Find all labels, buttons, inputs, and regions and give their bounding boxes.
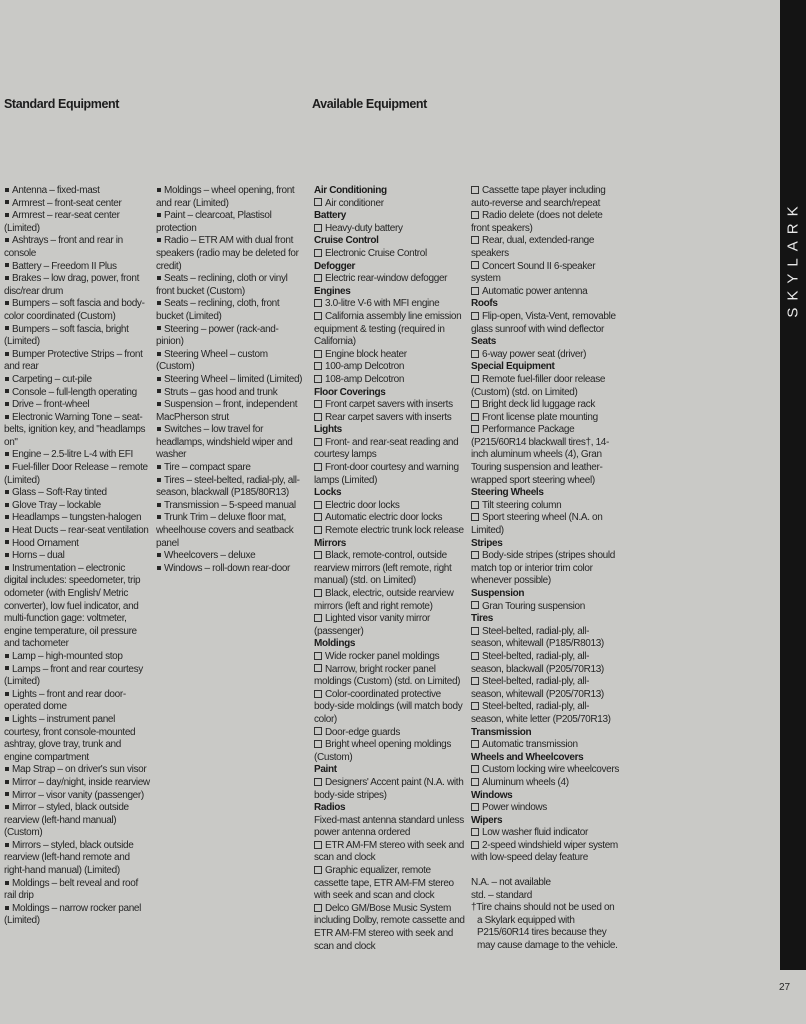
standard-equipment-item: Map Strap – on driver's sun visor <box>4 764 150 777</box>
footnote-na: N.A. – not available <box>471 877 551 889</box>
standard-equipment-item: Antenna – fixed-mast <box>4 185 150 198</box>
standard-equipment-item: Instrumentation – electronic digital includes: speedometer, trip odometer (with English/ Metric converter), low fuel indicator, and multi-function gage: voltmeter, engine temperature, oil pressure and tachometer <box>4 563 150 651</box>
option-item: 108-amp Delcotron <box>314 374 466 387</box>
standard-equipment-item: Tire – compact spare <box>156 462 304 475</box>
equipment-category-heading: Moldings <box>314 638 356 650</box>
standard-equipment-item: Steering Wheel – limited (Limited) <box>156 374 304 387</box>
standard-equipment-item: Carpeting – cut-pile <box>4 374 150 387</box>
equipment-category-heading: Windows <box>471 789 513 801</box>
standard-equipment-item: Brakes – low drag, power, front disc/rear drum <box>4 273 150 298</box>
equipment-category-heading: Wheels and Wheelcovers <box>471 751 584 763</box>
standard-equipment-item: Moldings – belt reveal and roof rail drip <box>4 878 150 903</box>
option-item: Body-side stripes (stripes should match top or interior trim color whenever possible) <box>471 550 621 588</box>
equipment-category-heading: Engines <box>314 285 351 297</box>
option-item: 3.0-litre V-6 with MFI engine <box>314 298 466 311</box>
standard-equipment-item: Console – full-length operating <box>4 387 150 400</box>
option-item: Gran Touring suspension <box>471 601 621 614</box>
standard-equipment-item: Transmission – 5-speed manual <box>156 500 304 513</box>
option-item: Automatic electric door locks <box>314 512 466 525</box>
equipment-category-heading: Mirrors <box>314 537 347 549</box>
standard-equipment-item: Mirror – styled, black outside rearview (left-hand manual) (Custom) <box>4 802 150 840</box>
standard-equipment-item: Headlamps – tungsten-halogen <box>4 512 150 525</box>
standard-equipment-item: Lights – front and rear door-operated dome <box>4 689 150 714</box>
standard-equipment-item: Moldings – wheel opening, front and rear (Limited) <box>156 185 304 210</box>
standard-equipment-item: Battery – Freedom II Plus <box>4 261 150 274</box>
option-item: Front license plate mounting <box>471 412 621 425</box>
option-item: Door-edge guards <box>314 727 466 740</box>
standard-equipment-item: Electronic Warning Tone – seat-belts, ignition key, and "headlamps on" <box>4 412 150 450</box>
equipment-category-heading: Seats <box>471 336 496 348</box>
option-item: Automatic power antenna <box>471 286 621 299</box>
standard-equipment-item: Seats – reclining, cloth, front bucket (Limited) <box>156 298 304 323</box>
option-item: Engine block heater <box>314 349 466 362</box>
footnote-tire-chains: †Tire chains should not be used on a Skylark equipped with P215/60R14 tires because they may cause damage to the vehicle. <box>471 902 618 952</box>
option-note: Fixed-mast antenna standard unless power antenna ordered <box>314 814 464 839</box>
available-equipment-heading: Available Equipment <box>312 97 427 111</box>
standard-equipment-item: Mirror – visor vanity (passenger) <box>4 790 150 803</box>
equipment-category-heading: Wipers <box>471 814 503 826</box>
standard-equipment-item: Engine – 2.5-litre L-4 with EFI <box>4 449 150 462</box>
option-item: Sport steering wheel (N.A. on Limited) <box>471 512 621 537</box>
equipment-category-heading: Cruise Control <box>314 235 379 247</box>
standard-equipment-item: Horns – dual <box>4 550 150 563</box>
standard-equipment-item: Armrest – rear-seat center (Limited) <box>4 210 150 235</box>
option-item: Rear carpet savers with inserts <box>314 412 466 425</box>
standard-equipment-item: Lamps – front and rear courtesy (Limited) <box>4 664 150 689</box>
standard-equipment-item: Tires – steel-belted, radial-ply, all-season, blackwall (P185/80R13) <box>156 475 304 500</box>
standard-equipment-item: Moldings – narrow rocker panel (Limited) <box>4 903 150 928</box>
option-item: 6-way power seat (driver) <box>471 349 621 362</box>
standard-equipment-item: Drive – front-wheel <box>4 399 150 412</box>
option-item: Front-door courtesy and warning lamps (Limited) <box>314 462 466 487</box>
option-item: Heavy-duty battery <box>314 223 466 236</box>
standard-equipment-item: Lights – instrument panel courtesy, front console-mounted ashtray, glove tray, trunk and engine compartment <box>4 714 150 764</box>
standard-equipment-item: Struts – gas hood and trunk <box>156 387 304 400</box>
equipment-category-heading: Special Equipment <box>471 361 555 373</box>
equipment-category-heading: Lights <box>314 424 342 436</box>
standard-equipment-item: Steering – power (rack-and-pinion) <box>156 324 304 349</box>
standard-equipment-item: Paint – clearcoat, Plastisol protection <box>156 210 304 235</box>
brand-sidebar <box>780 0 806 970</box>
option-item: Designers' Accent paint (N.A. with body-side stripes) <box>314 777 466 802</box>
standard-equipment-heading: Standard Equipment <box>4 97 120 111</box>
equipment-category-heading: Roofs <box>471 298 498 310</box>
standard-equipment-item: Bumper Protective Strips – front and rear <box>4 349 150 374</box>
equipment-category-heading: Transmission <box>471 726 532 738</box>
option-item: Air conditioner <box>314 198 466 211</box>
option-item: Narrow, bright rocker panel moldings (Custom) (std. on Limited) <box>314 664 466 689</box>
brand-name: SKYLARK <box>784 199 802 318</box>
equipment-category-heading: Floor Coverings <box>314 386 386 398</box>
equipment-category-heading: Tires <box>471 613 493 625</box>
option-item: Front carpet savers with inserts <box>314 399 466 412</box>
footnote-std: std. – standard <box>471 889 532 901</box>
option-item: Cassette tape player including auto-reverse and search/repeat <box>471 185 621 210</box>
option-item: Flip-open, Vista-Vent, removable glass sunroof with wind deflector <box>471 311 621 336</box>
equipment-category-heading: Battery <box>314 210 347 222</box>
option-item: Tilt steering column <box>471 500 621 513</box>
standard-equipment-item: Radio – ETR AM with dual front speakers (radio may be deleted for credit) <box>156 235 304 273</box>
equipment-category-heading: Steering Wheels <box>471 487 544 499</box>
option-item: Bright deck lid luggage rack <box>471 399 621 412</box>
option-item: Remote fuel-filler door release (Custom) (std. on Limited) <box>471 374 621 399</box>
standard-equipment-item: Hood Ornament <box>4 538 150 551</box>
option-item: Wide rocker panel moldings <box>314 651 466 664</box>
standard-equipment-item: Trunk Trim – deluxe floor mat, wheelhouse covers and seatback panel <box>156 512 304 550</box>
equipment-category-heading: Paint <box>314 764 337 776</box>
option-item: Color-coordinated protective body-side moldings (will match body color) <box>314 689 466 727</box>
option-item: Custom locking wire wheelcovers <box>471 764 621 777</box>
option-item: Steel-belted, radial-ply, all-season, whitewall (P205/70R13) <box>471 676 621 701</box>
option-item: Delco GM/Bose Music System including Dolby, remote cassette and ETR AM-FM stereo with seek and scan and clock <box>314 902 465 952</box>
equipment-category-heading: Stripes <box>471 537 503 549</box>
option-item: Black, remote-control, outside rearview mirrors (left remote, right manual) (std. on Limited) <box>314 550 466 588</box>
option-item: Automatic transmission <box>471 739 621 752</box>
standard-equipment-item: Bumpers – soft fascia and body-color coordinated (Custom) <box>4 298 150 323</box>
standard-equipment-item: Ashtrays – front and rear in console <box>4 235 150 260</box>
standard-equipment-item: Glove Tray – lockable <box>4 500 150 513</box>
option-item: Electric door locks <box>314 500 466 513</box>
standard-equipment-item: Suspension – front, independent MacPherson strut <box>156 399 304 424</box>
option-item: Aluminum wheels (4) <box>471 777 621 790</box>
option-item: Front- and rear-seat reading and courtesy lamps <box>314 437 466 462</box>
standard-equipment-item: Mirrors – styled, black outside rearview (left-hand remote and right-hand manual) (Limited) <box>4 840 150 878</box>
standard-equipment-item: Windows – roll-down rear-door <box>156 563 304 576</box>
standard-equipment-column-2 <box>156 185 304 575</box>
option-item: Radio delete (does not delete front speakers) <box>471 210 621 235</box>
option-item: Steel-belted, radial-ply, all-season, blackwall (P205/70R13) <box>471 651 621 676</box>
option-item: Rear, dual, extended-range speakers <box>471 235 621 260</box>
standard-equipment-item: Heat Ducts – rear-seat ventilation <box>4 525 150 538</box>
standard-equipment-item: Armrest – front-seat center <box>4 198 150 211</box>
page-number: 27 <box>779 982 791 993</box>
option-item: 100-amp Delcotron <box>314 361 466 374</box>
option-item: Steel-belted, radial-ply, all-season, white letter (P205/70R13) <box>471 701 621 726</box>
equipment-category-heading: Air Conditioning <box>314 185 387 196</box>
option-item: Remote electric trunk lock release <box>314 525 466 538</box>
standard-equipment-item: Glass – Soft-Ray tinted <box>4 487 150 500</box>
option-item: ETR AM-FM stereo with seek and scan and clock <box>314 839 464 864</box>
equipment-category-heading: Suspension <box>471 588 525 599</box>
standard-equipment-item: Seats – reclining, cloth or vinyl front bucket (Custom) <box>156 273 304 298</box>
standard-equipment-column-1 <box>4 185 150 928</box>
standard-equipment-item: Mirror – day/night, inside rearview <box>4 777 150 790</box>
equipment-category-heading: Defogger <box>314 260 356 272</box>
standard-equipment-item: Steering Wheel – custom (Custom) <box>156 349 304 374</box>
standard-equipment-item: Wheelcovers – deluxe <box>156 550 304 563</box>
standard-equipment-item: Bumpers – soft fascia, bright (Limited) <box>4 324 150 349</box>
standard-equipment-item: Lamp – high-mounted stop <box>4 651 150 664</box>
option-item: Low washer fluid indicator <box>471 827 621 840</box>
available-equipment-column-2 <box>471 185 621 953</box>
equipment-category-heading: Radios <box>314 802 346 814</box>
option-item: Electronic Cruise Control <box>314 248 466 261</box>
equipment-category-heading: Locks <box>314 487 342 499</box>
standard-equipment-item: Switches – low travel for headlamps, windshield wiper and washer <box>156 424 304 462</box>
option-item: Electric rear-window defogger <box>314 273 466 286</box>
option-item: 2-speed windshield wiper system with low-speed delay feature <box>471 840 621 865</box>
option-item: Black, electric, outside rearview mirrors (left and right remote) <box>314 588 466 613</box>
option-item: Lighted visor vanity mirror (passenger) <box>314 613 466 638</box>
option-item: California assembly line emission equipment & testing (required in California) <box>314 311 466 349</box>
option-item: Graphic equalizer, remote cassette tape, ETR AM-FM stereo with seek and scan and clock <box>314 865 466 903</box>
option-item: Bright wheel opening moldings (Custom) <box>314 739 466 764</box>
footnotes <box>471 877 621 953</box>
available-equipment-column-1 <box>314 185 466 953</box>
option-item: Steel-belted, radial-ply, all-season, whitewall (P185/R8013) <box>471 626 621 651</box>
option-item: Concert Sound II 6-speaker system <box>471 261 621 286</box>
standard-equipment-item: Fuel-filler Door Release – remote (Limited) <box>4 462 150 487</box>
option-item: Performance Package (P215/60R14 blackwall tires†, 14-inch aluminum wheels (4), Gran Touring suspension and leather-wrapped sport steering wheel) <box>471 424 621 487</box>
option-item: Power windows <box>471 802 621 815</box>
